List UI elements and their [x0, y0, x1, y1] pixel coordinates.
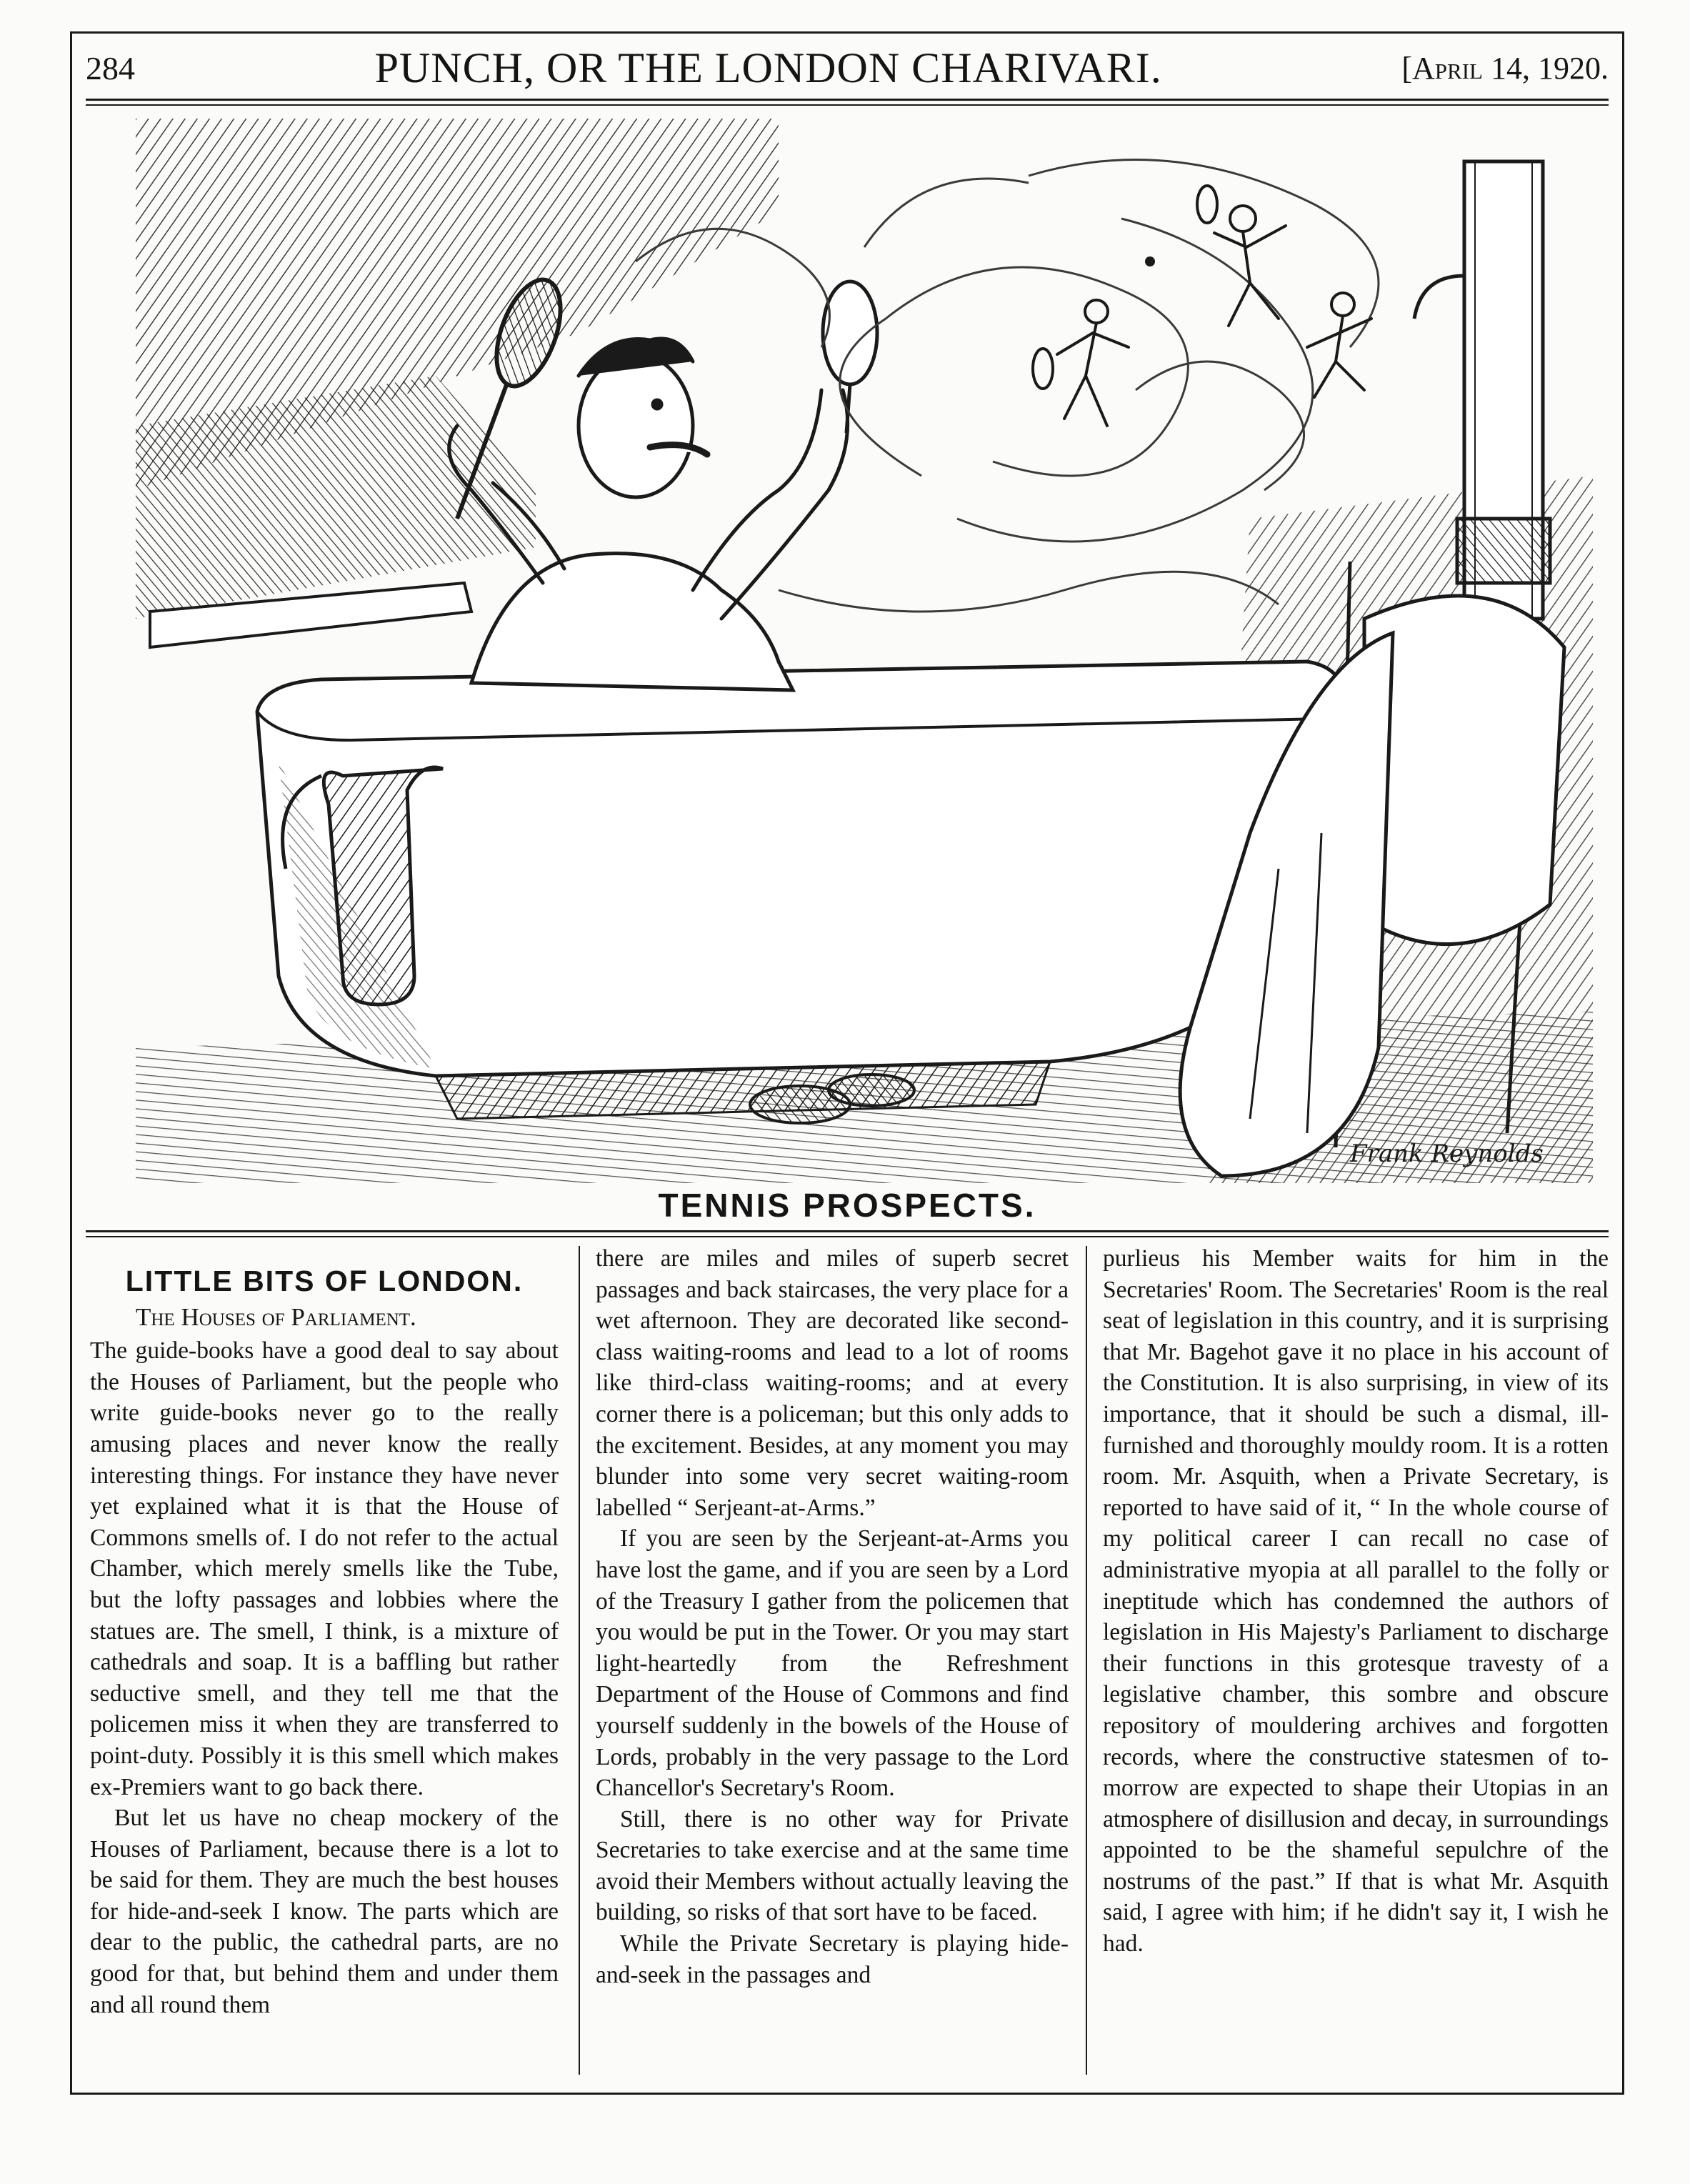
article-paragraph: purlieus his Member waits for him in the Secretaries' Room. The Secretaries' Room is the real seat of legislation in this country, and it is surprising that Mr. Bagehot gave it no place in his account of the Constitution. It is also surprising, in view of its importance, that it should be such a dismal, ill-furnished and thoroughly mouldy room. It is a rotten room. Mr. Asquith, when a Private Secretary, is reported to have said of it, “ In the whole course of my political career I can recall no case of administrative myopia at all parallel to the folly or ineptitude which has condemned the authors of legislation in His Majesty's Parliament to discharge their functions in this grotesque travesty of a legislative chamber, this sombre and obscure repository of mouldering archives and forgotten records, where the constructive statesmen of to-morrow are expected to shape their Utopias in an atmosphere of disillusion and decay, in surroundings appointed to be the shameful sepulchre of the nostrums of the past.” If that is what Mr. Asquith said, I agree with him; if he didn't say it, I wish he had.	[1103, 1245, 1609, 1958]
column-3	[1093, 1243, 1609, 2079]
article-paragraph: The guide-books have a good deal to say about the Houses of Parliament, but the people who write guide-books never go to the really amusing places and never know the really interesting things. For instance they have never yet explained what it is that the House of Commons smells of. I do not refer to the actual Chamber, which merely smells like the Tube, but the lofty passages and lobbies where the statues are. The smell, I think, is a mixture of cathedrals and soap. It is a baffling but rather seductive smell, and they tell me that the policemen miss it when they are transferred to point-duty. Possibly it is this smell which makes ex-Premiers want to go back there.	[90, 1337, 559, 1800]
article-paragraph: there are miles and miles of superb secret passages and back staircases, the very place for a wet afternoon. They are decorated like second-class waiting-rooms and lead to a lot of rooms like third-class waiting-rooms; and at every corner there is a policeman; but this only adds to the excitement. Besides, at any moment you may blunder into some very secret waiting-room labelled “ Serjeant-at-Arms.”	[596, 1245, 1069, 1521]
column-1	[90, 1243, 569, 2079]
header-rule-top	[86, 99, 1609, 101]
column-divider	[1086, 1246, 1087, 2075]
header-rule-bottom	[86, 104, 1609, 106]
article-paragraph: If you are seen by the Serjeant-at-Arms you have lost the game, and if you are seen by a Lord of the Treasury I gather from the policemen that you would be put in the Tower. Or you may start light-heartedly from the Refreshment Department of the House of Commons and find yourself suddenly in the bowels of the House of Lords, probably in the very passage to the Lord Chancellor's Secretary's Room.	[596, 1525, 1069, 1802]
caption-rule-top	[86, 1230, 1609, 1232]
column-divider	[579, 1246, 580, 2075]
article-paragraph: While the Private Secretary is playing hide-and-seek in the passages and	[596, 1930, 1069, 1988]
page-number: 284	[86, 49, 135, 86]
column-2	[586, 1243, 1079, 2079]
artist-signature: Frank Reynolds	[1350, 1140, 1544, 1168]
article-title: LITTLE BITS OF LONDON.	[125, 1265, 524, 1297]
masthead-title: PUNCH, OR THE LONDON CHARIVARI.	[374, 44, 1162, 91]
issue-date: [April 14, 1920.	[1401, 50, 1609, 86]
cartoon-caption: TENNIS PROSPECTS.	[658, 1187, 1036, 1224]
article-paragraph: Still, there is no other way for Private Secretaries to take exercise and at the same time avoid their Members without actually leaving the building, so risks of that sort have to be faced.	[596, 1805, 1069, 1926]
article-columns	[86, 1243, 1609, 2079]
article-paragraph: But let us have no cheap mockery of the Houses of Parliament, because there is a lot to be said for them. They are much the best houses for hide-and-seek I know. The parts which are dear to the public, the cathedral parts, are no good for that, but behind them and under them and all round them	[90, 1805, 559, 2018]
cartoon-illustration	[136, 119, 1593, 1183]
article-subtitle: The Houses of Parliament.	[136, 1302, 416, 1331]
page-header	[86, 43, 1609, 93]
caption-rule-bottom	[86, 1236, 1609, 1237]
